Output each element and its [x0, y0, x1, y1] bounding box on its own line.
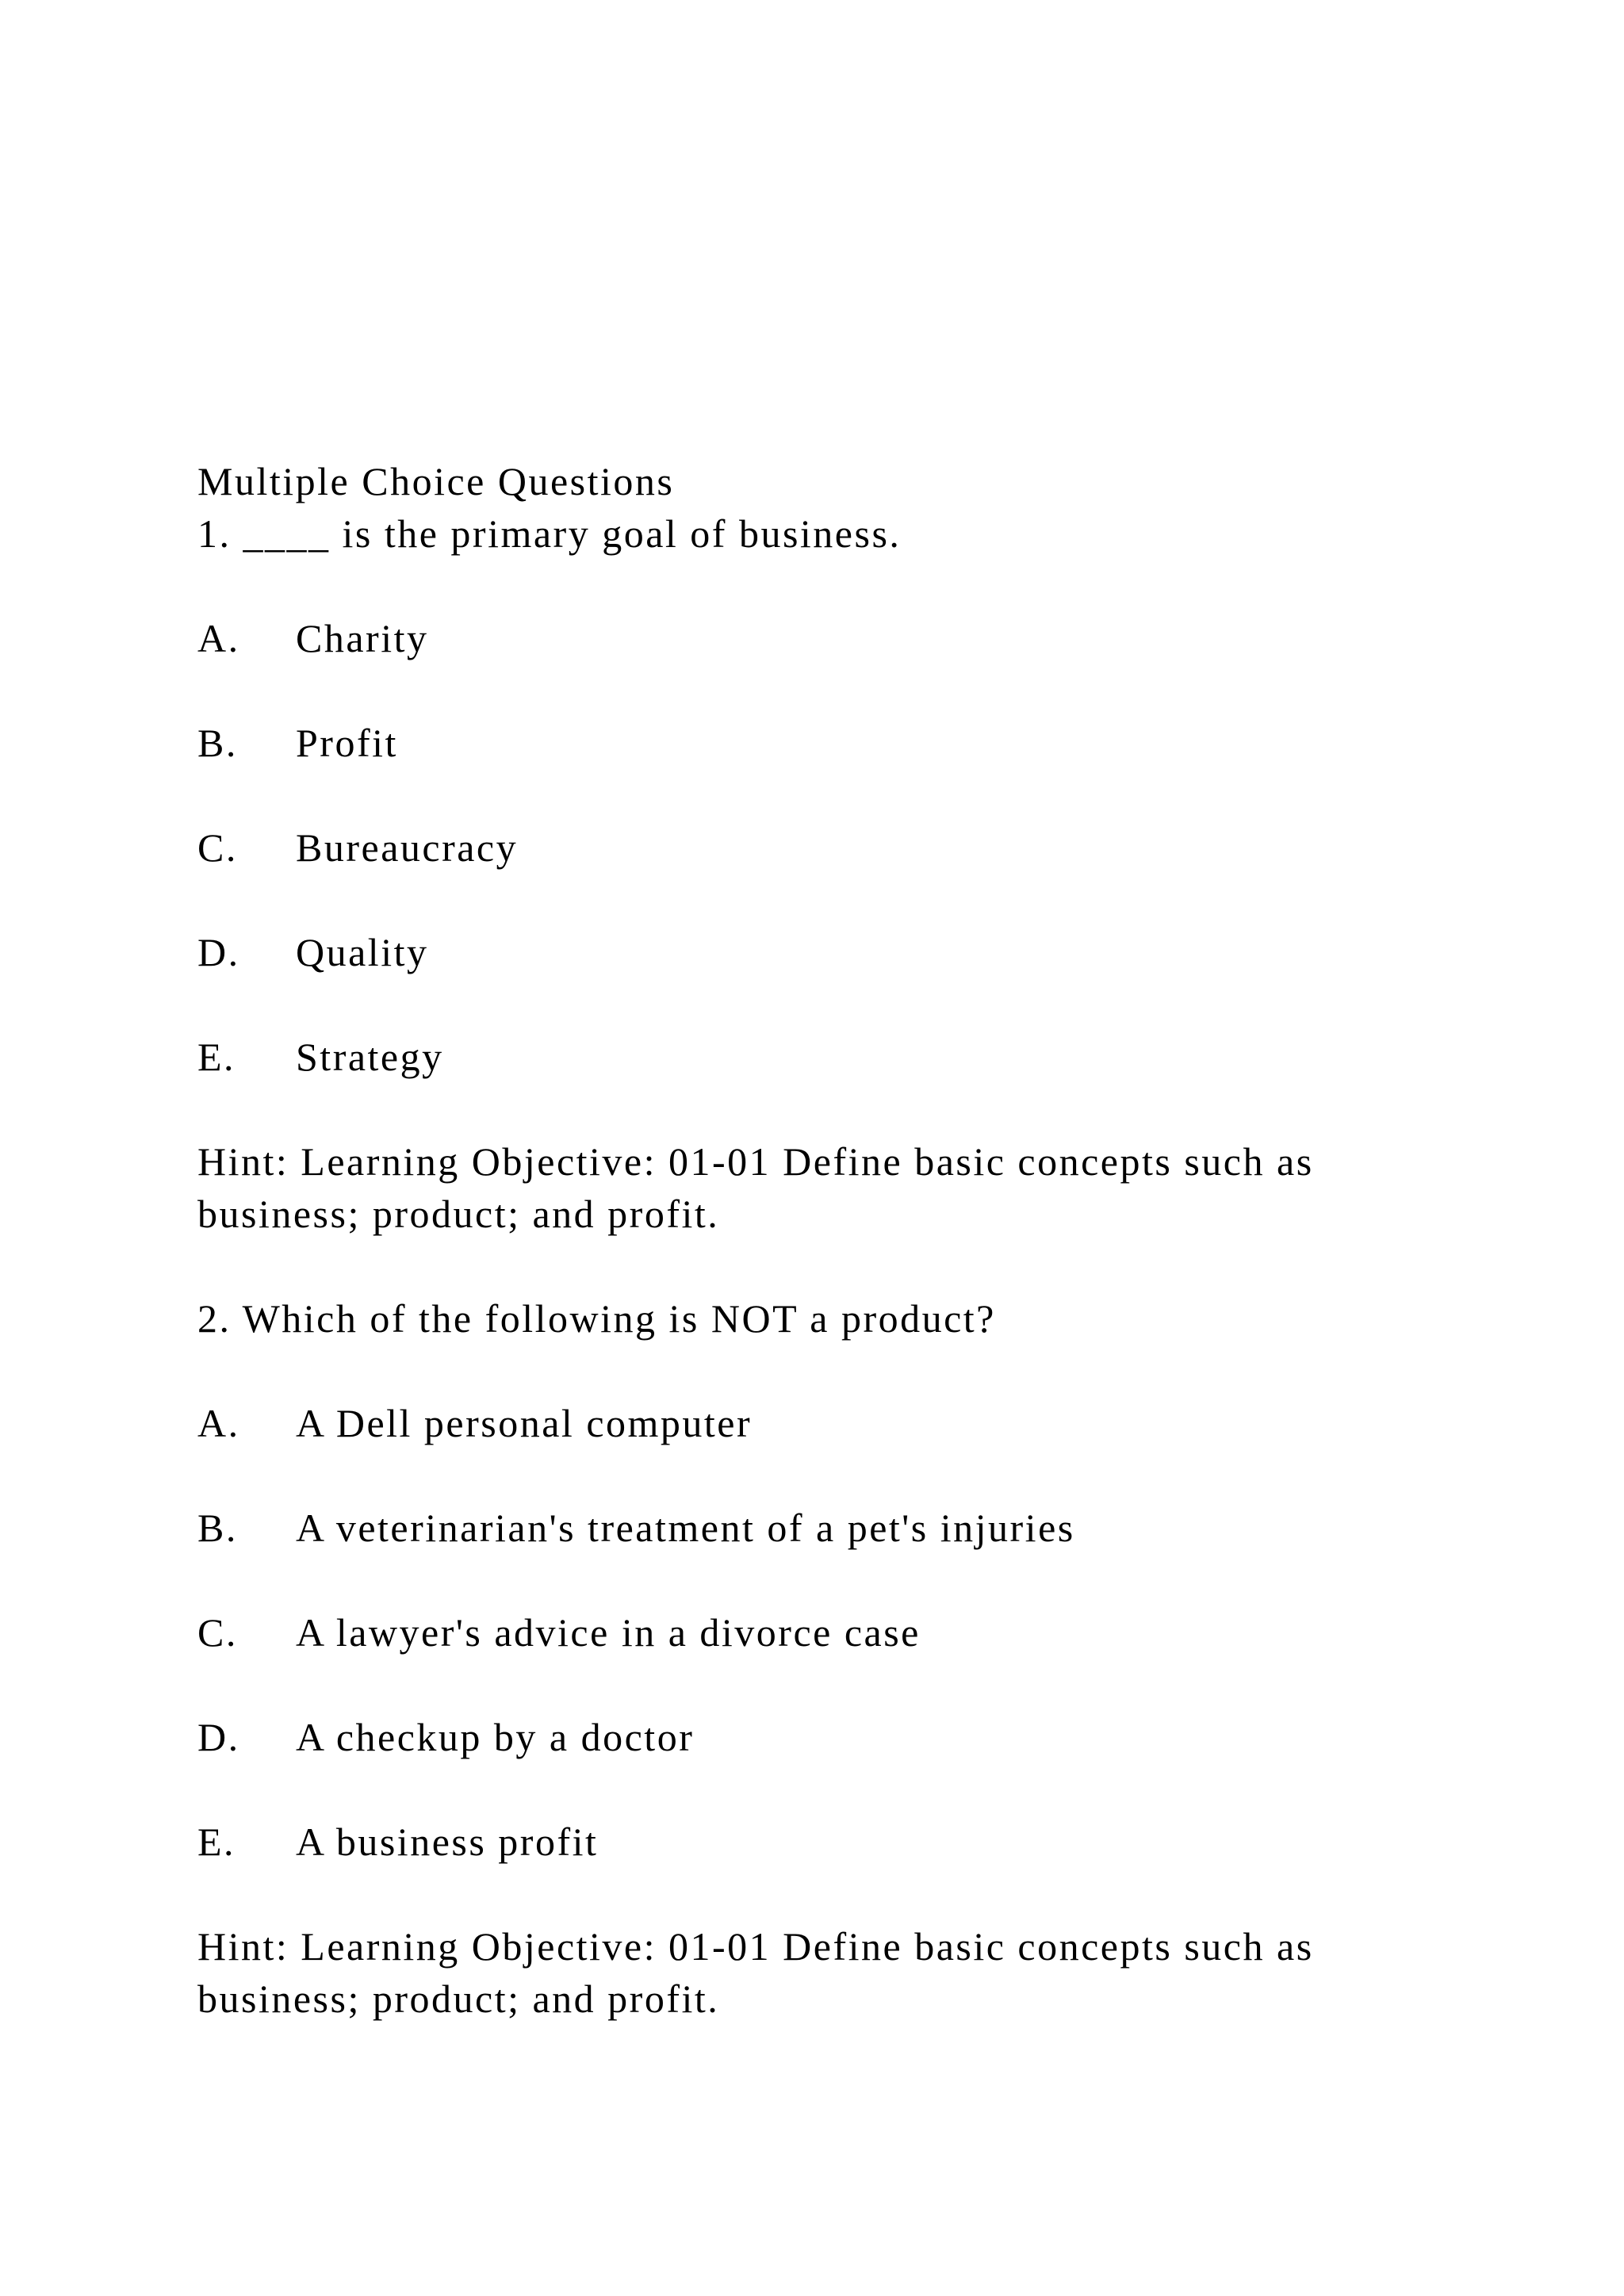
q1-option-b-letter: B.	[197, 721, 238, 765]
q1-option-d-text: Quality	[296, 930, 429, 974]
page-heading: Multiple Choice Questions	[197, 459, 675, 503]
q2-option-a-text: A Dell personal computer	[296, 1401, 753, 1445]
q2-option-c-text: A lawyer's advice in a divorce case	[296, 1610, 921, 1655]
q2-hint-line-2: business; product; and profit.	[197, 1976, 720, 2021]
q1-option-c-letter: C.	[197, 825, 238, 870]
q2-option-b-letter: B.	[197, 1506, 238, 1550]
q2-option-d-text: A checkup by a doctor	[296, 1715, 695, 1759]
q1-option-b-text: Profit	[296, 721, 398, 765]
question-2-stem: 2. Which of the following is NOT a product?	[197, 1296, 996, 1341]
q2-option-a-letter: A.	[197, 1401, 240, 1445]
q1-option-e-text: Strategy	[296, 1035, 444, 1079]
q1-hint-line-2: business; product; and profit.	[197, 1192, 720, 1236]
q1-option-a-text: Charity	[296, 616, 429, 660]
q1-option-d-letter: D.	[197, 930, 240, 974]
q2-option-e-text: A business profit	[296, 1820, 599, 1864]
q2-option-c-letter: C.	[197, 1610, 238, 1655]
q1-option-c-text: Bureaucracy	[296, 825, 519, 870]
question-1-stem: 1. ____ is the primary goal of business.	[197, 511, 902, 556]
q2-option-e-letter: E.	[197, 1820, 236, 1864]
q2-option-d-letter: D.	[197, 1715, 240, 1759]
q1-option-a-letter: A.	[197, 616, 240, 660]
q1-hint-line-1: Hint: Learning Objective: 01-01 Define basic concepts such as	[197, 1139, 1314, 1184]
q2-option-b-text: A veterinarian's treatment of a pet's injuries	[296, 1506, 1075, 1550]
q1-option-e-letter: E.	[197, 1035, 236, 1079]
q2-hint-line-1: Hint: Learning Objective: 01-01 Define basic concepts such as	[197, 1924, 1314, 1969]
